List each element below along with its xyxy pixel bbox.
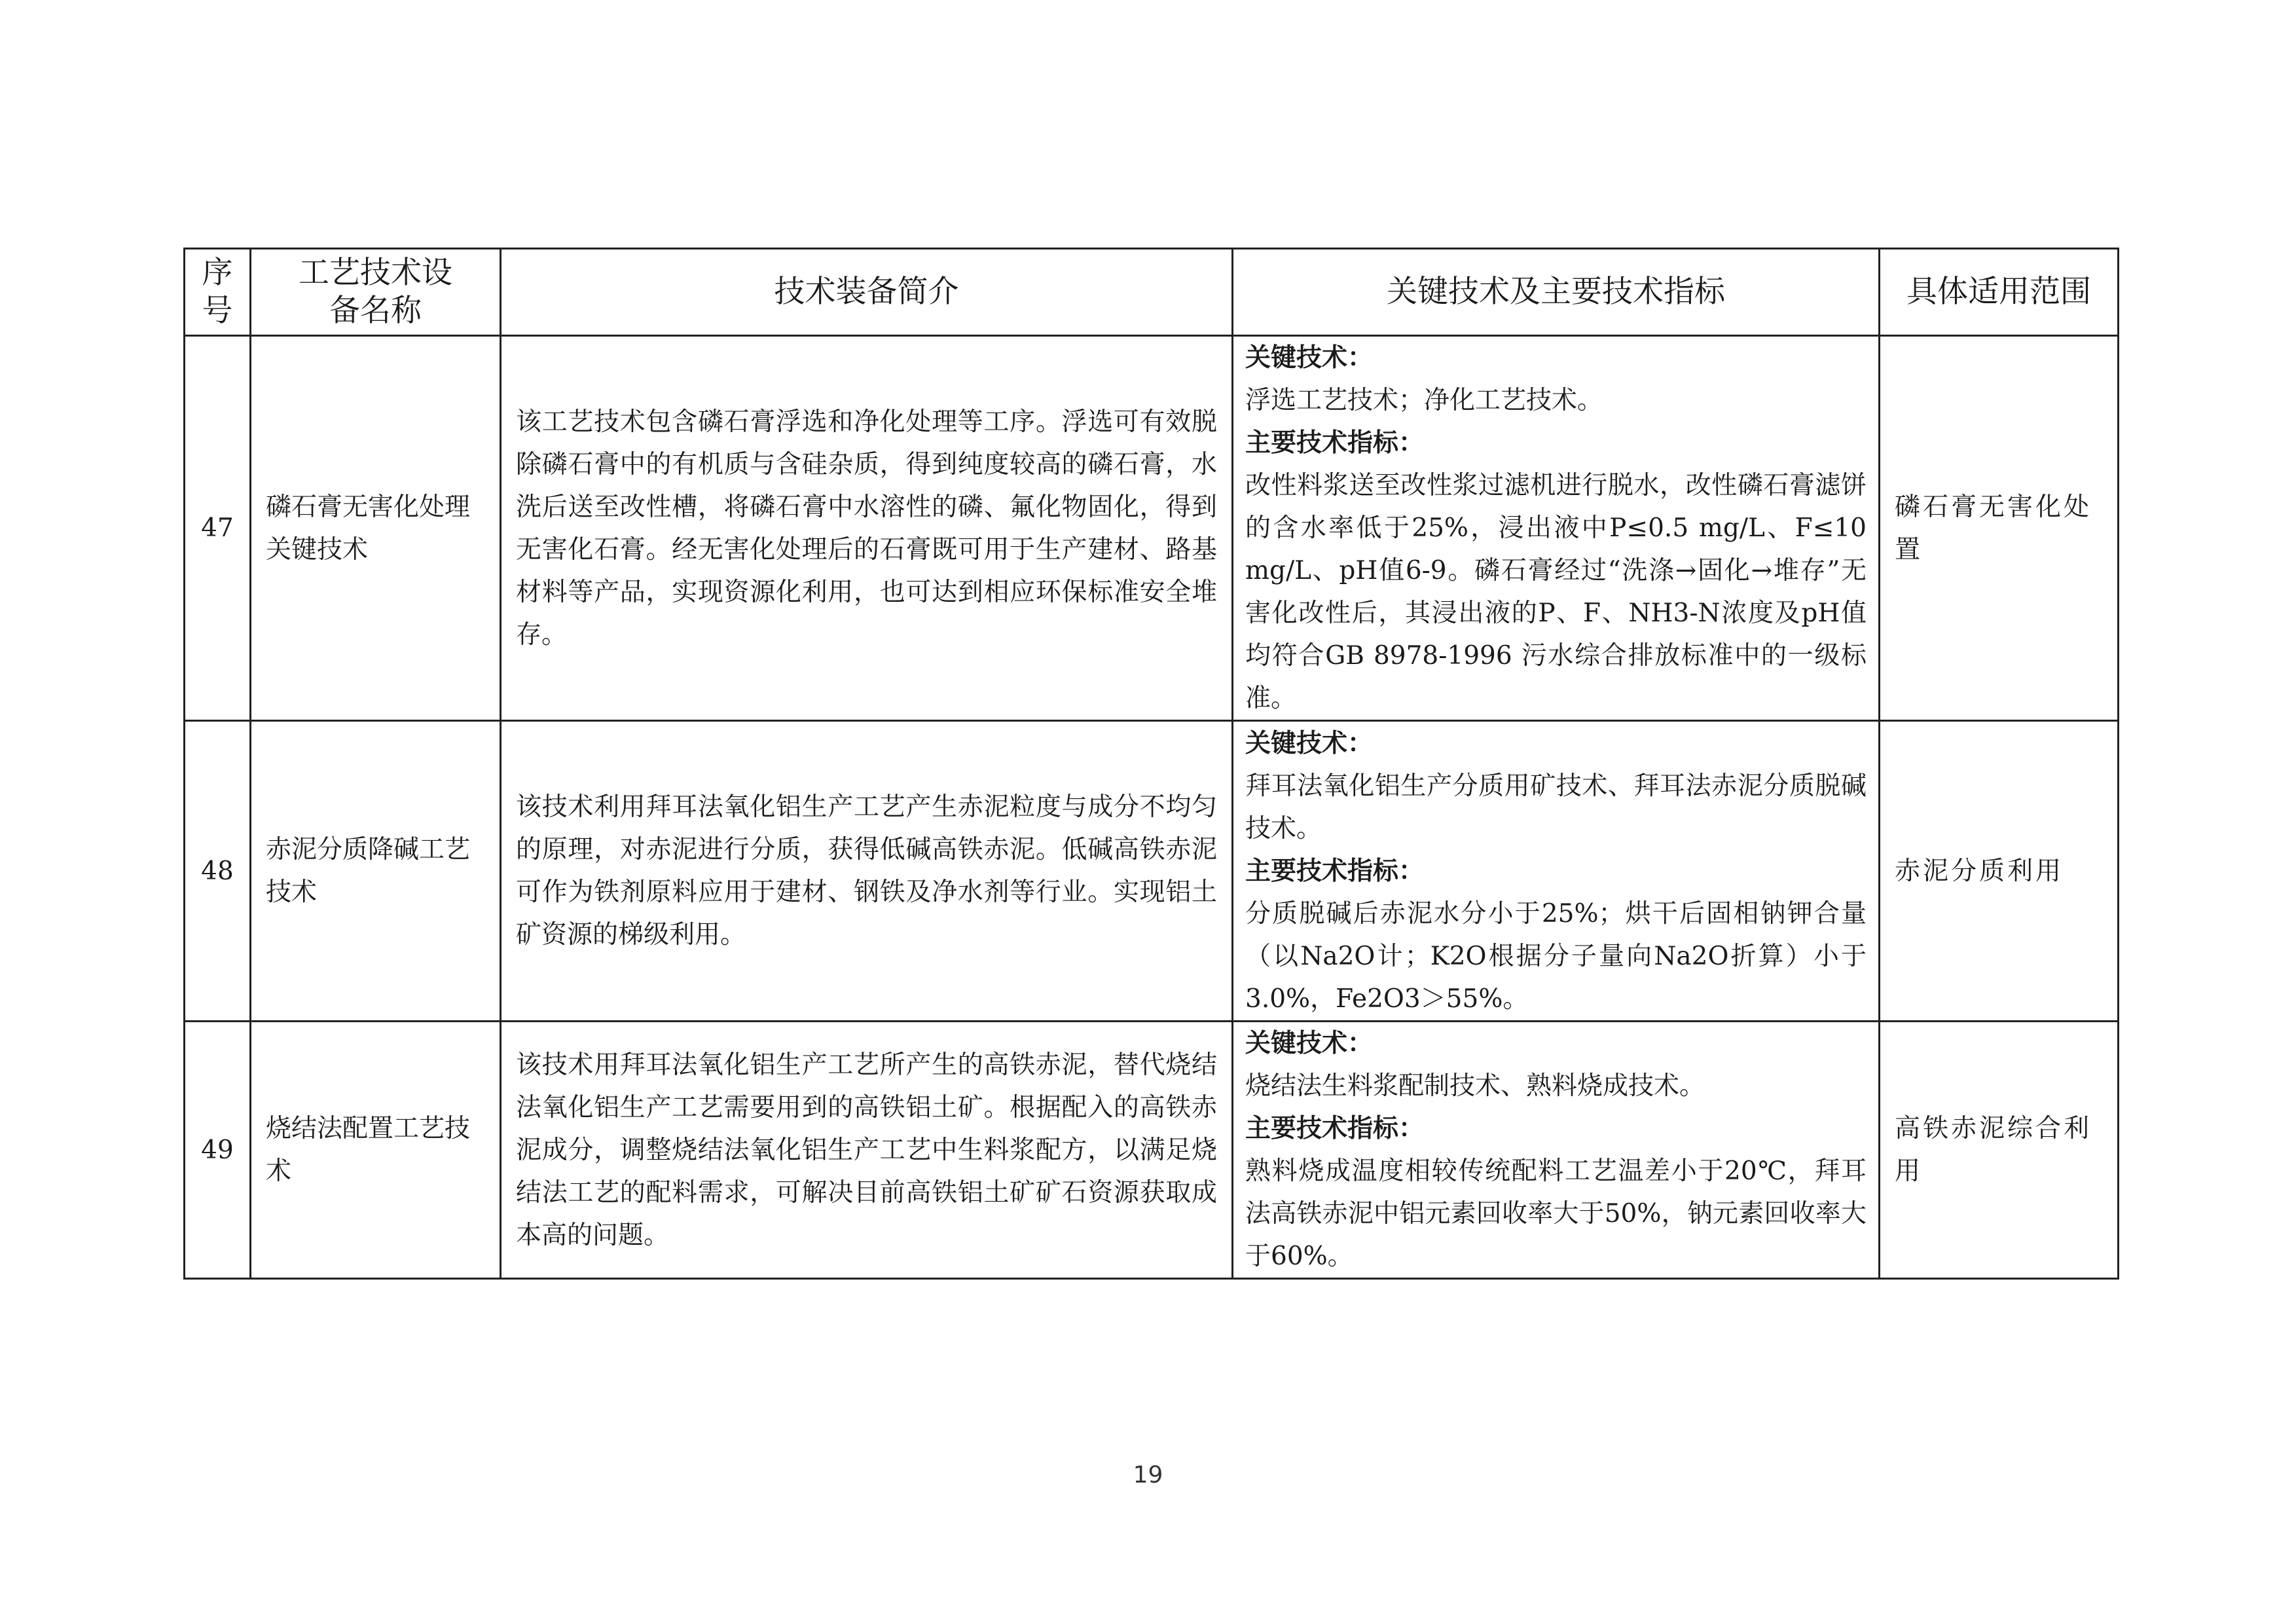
index-label: 主要技术指标： bbox=[1245, 428, 1425, 458]
key-tech-label: 关键技术： bbox=[1245, 728, 1374, 758]
index-text: 分质脱碱后赤泥水分小于25%；烘干后固相钠钾合量（以Na2O计；K2O根据分子量向Na2O折算）小于3.0%，Fe2O3＞55%。 bbox=[1245, 898, 1867, 1014]
technology-name: 烧结法配置工艺技术 bbox=[251, 1022, 501, 1279]
header-key-tech: 关键技术及主要技术指标 bbox=[1233, 249, 1880, 336]
index-label: 主要技术指标： bbox=[1245, 855, 1425, 886]
row-number: 48 bbox=[185, 721, 251, 1022]
key-tech-cell bbox=[1233, 1022, 1880, 1279]
key-tech-text: 浮选工艺技术；净化工艺技术。 bbox=[1245, 386, 1603, 415]
technology-name: 磷石膏无害化处理关键技术 bbox=[251, 336, 501, 721]
index-text: 熟料烧成温度相较传统配料工艺温差小于20℃，拜耳法高铁赤泥中铝元素回收率大于50%，钠元素回收率大于60%。 bbox=[1245, 1156, 1867, 1271]
index-label: 主要技术指标： bbox=[1245, 1113, 1425, 1143]
technology-intro: 该工艺技术包含磷石膏浮选和净化处理等工序。浮选可有效脱除磷石膏中的有机质与含硅杂质，得到纯度较高的磷石膏，水洗后送至改性槽，将磷石膏中水溶性的磷、氟化物固化，得到无害化石膏。经无害化处理后的石膏既可用于生产建材、路基材料等产品，实现资源化利用，也可达到相应环保标准安全堆存。 bbox=[501, 336, 1233, 721]
key-tech-label: 关键技术： bbox=[1245, 342, 1374, 373]
row-number: 49 bbox=[185, 1022, 251, 1279]
header-scope: 具体适用范围 bbox=[1880, 249, 2119, 336]
technology-intro: 该技术利用拜耳法氧化铝生产工艺产生赤泥粒度与成分不均匀的原理，对赤泥进行分质，获得低碱高铁赤泥。低碱高铁赤泥可作为铁剂原料应用于建材、钢铁及净水剂等行业。实现铝土矿资源的梯级利用。 bbox=[501, 721, 1233, 1022]
table-row bbox=[185, 336, 2119, 721]
key-tech-text: 烧结法生料浆配制技术、熟料烧成技术。 bbox=[1245, 1071, 1705, 1101]
key-tech-label: 关键技术： bbox=[1245, 1028, 1374, 1058]
header-no: 序号 bbox=[185, 249, 251, 336]
index-text: 改性料浆送至改性浆过滤机进行脱水，改性磷石膏滤饼的含水率低于25%，浸出液中P≤0.5 mg/L、F≤10 mg/L、pH值6-9。磷石膏经过“洗涤→固化→堆存”无害化改性后，其浸出液的P、F、NH3-N浓度及pH值均符合GB 8978-1996 污水综合排放标准中的一级标准。 bbox=[1245, 471, 1867, 713]
header-intro: 技术装备简介 bbox=[501, 249, 1233, 336]
technology-name: 赤泥分质降碱工艺技术 bbox=[251, 721, 501, 1022]
key-tech-cell bbox=[1233, 336, 1880, 721]
table-row bbox=[185, 721, 2119, 1022]
key-tech-cell bbox=[1233, 721, 1880, 1022]
row-number: 47 bbox=[185, 336, 251, 721]
table-header-row bbox=[185, 249, 2119, 336]
scope-cell: 磷石膏无害化处置 bbox=[1880, 336, 2119, 721]
scope-cell: 高铁赤泥综合利用 bbox=[1880, 1022, 2119, 1279]
table-row bbox=[185, 1022, 2119, 1279]
technology-table bbox=[183, 248, 2119, 1280]
technology-intro: 该技术用拜耳法氧化铝生产工艺所产生的高铁赤泥，替代烧结法氧化铝生产工艺需要用到的高铁铝土矿。根据配入的高铁赤泥成分，调整烧结法氧化铝生产工艺中生料浆配方，以满足烧结法工艺的配料需求，可解决目前高铁铝土矿矿石资源获取成本高的问题。 bbox=[501, 1022, 1233, 1279]
scope-cell: 赤泥分质利用 bbox=[1880, 721, 2119, 1022]
header-name: 工艺技术设备名称 bbox=[251, 249, 501, 336]
page-number: 19 bbox=[1133, 1462, 1163, 1488]
key-tech-text: 拜耳法氧化铝生产分质用矿技术、拜耳法赤泥分质脱碱技术。 bbox=[1245, 771, 1867, 843]
